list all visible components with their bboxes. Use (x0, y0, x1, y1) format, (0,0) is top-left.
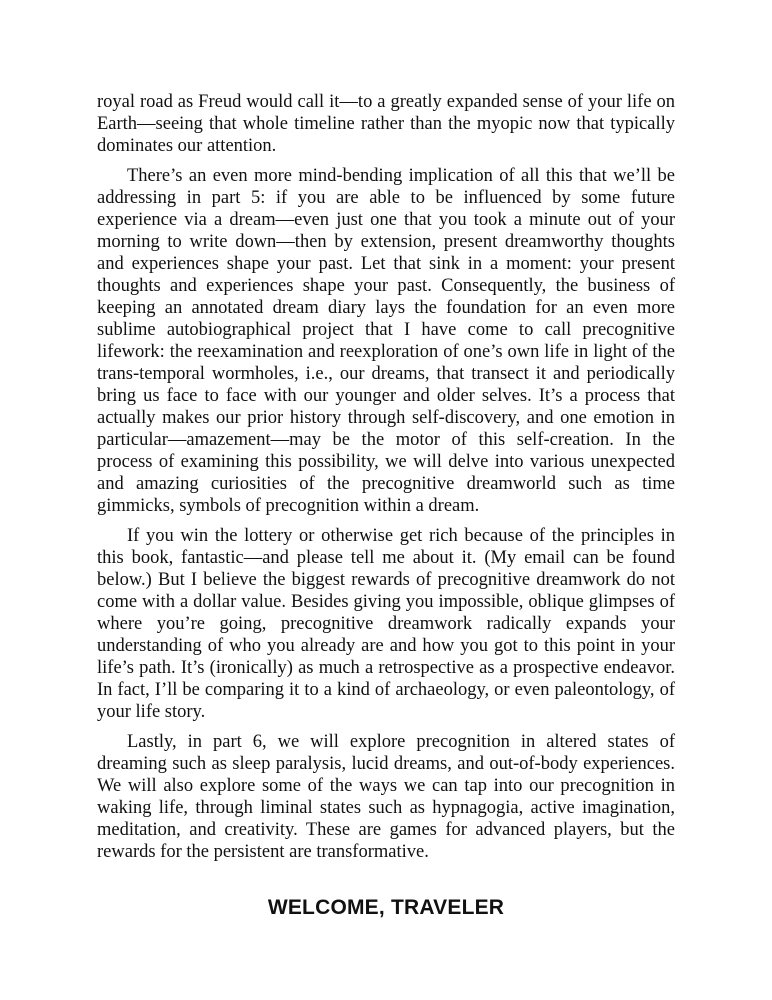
paragraph-part-5: There’s an even more mind-bending implication of all this that we’ll be addressing in part 5: if you are able to be influenced by some future experience via a dream—even just one that you took a minute out of your morning to write down—then by extension, present dreamworthy thoughts and experiences shape your past. Let that sink in a moment: your present thoughts and experiences shape your past. Consequently, the business of keeping an annotated dream diary lays the foundation for an even more sublime autobiographical project that I have come to call precognitive lifework: the reexamination and reexploration of one’s own life in light of the trans-temporal wormholes, i.e., our dreams, that transect it and periodically bring us face to face with our younger and older selves. It’s a process that actually makes our prior history through self-discovery, and one emotion in particular—amazement—may be the motor of this self-creation. In the process of examining this possibility, we will delve into various unexpected and amazing curiosities of the precognitive dreamworld such as time gimmicks, symbols of precognition within a dream. (97, 166, 675, 516)
section-heading: WELCOME, TRAVELER (267, 896, 505, 919)
paragraph-rewards: If you win the lottery or otherwise get rich because of the principles in this book, fantastic—and please tell me about it. (My email can be found below.) But I believe the biggest rewards of precognitive dreamwork do not come with a dollar value. Besides giving you impossible, oblique glimpses of where you’re going, precognitive dreamwork radically expands your understanding of who you already are and how you got to this point in your life’s path. It’s (ironically) as much a retrospective as a prospective endeavor. In fact, I’ll be comparing it to a kind of archaeology, or even paleontology, of your life story. (97, 526, 675, 722)
book-page (97, 91, 675, 919)
paragraph-continued: royal road as Freud would call it—to a greatly expanded sense of your life on Earth—seeing that whole timeline rather than the myopic now that typically dominates our attention. (97, 92, 675, 156)
paragraph-part-6: Lastly, in part 6, we will explore precognition in altered states of dreaming such as sleep paralysis, lucid dreams, and out-of-body experiences. We will also explore some of the ways we can tap into our precognition in waking life, through liminal states such as hypnagogia, active imagination, meditation, and creativity. These are games for advanced players, but the rewards for the persistent are transformative. (97, 732, 675, 862)
